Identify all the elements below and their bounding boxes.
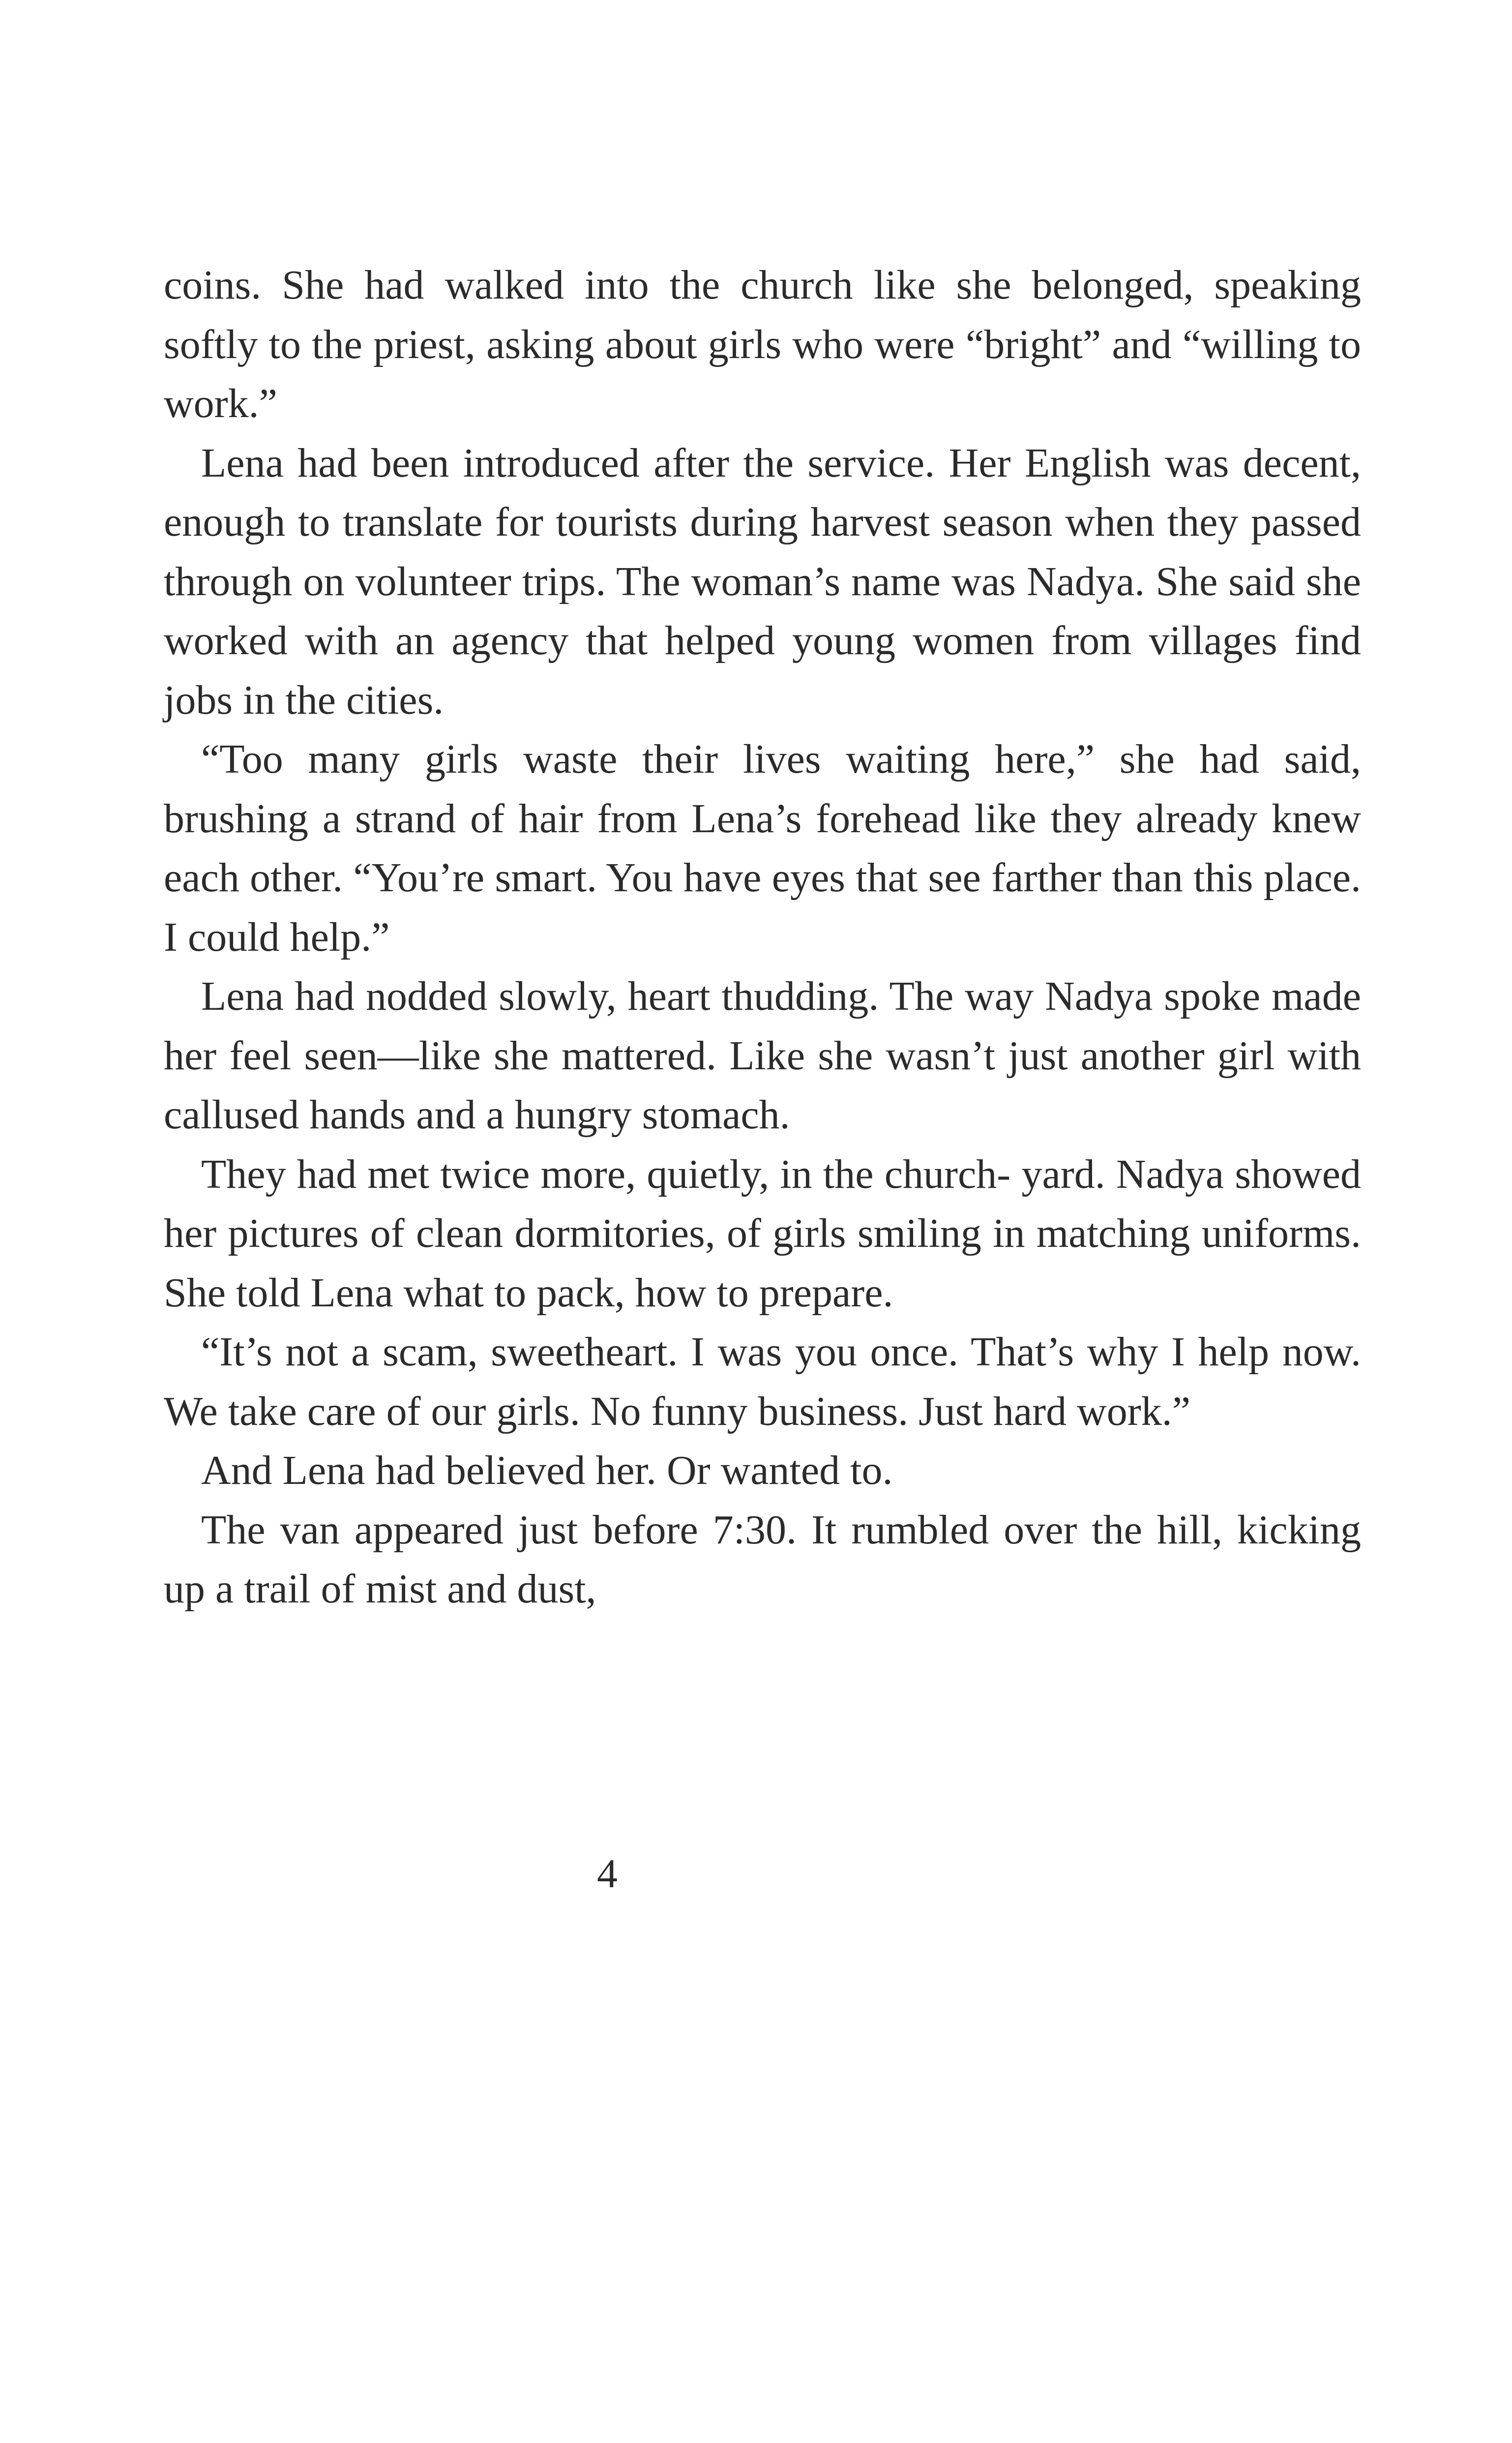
- paragraph: The van appeared just before 7:30. It rumbled over the hill, kicking up a trail of mist and dust,: [164, 1507, 1361, 1612]
- paragraph: “Too many girls waste their lives waiting here,” she had said, brushing a strand of hair from Lena’s forehead like they already knew each other. “You’re smart. You have eyes that see farther than this place. I could help.”: [164, 736, 1361, 960]
- paragraph: And Lena had believed her. Or wanted to.: [201, 1448, 893, 1493]
- page-number: 4: [597, 1851, 618, 1897]
- paragraph-continued: coins. She had walked into the church like she belonged, speaking softly to the priest, asking about girls who were “bright” and “willing to work.”: [164, 262, 1361, 426]
- paragraph: Lena had nodded slowly, heart thudding. The way Nadya spoke made her feel seen—like she mattered. Like she wasn’t just another girl with callused hands and a hungry stomach.: [164, 973, 1361, 1138]
- paragraph: “It’s not a scam, sweetheart. I was you once. That’s why I help now. We take care of our girls. No funny business. Just hard work.”: [164, 1329, 1361, 1434]
- body-text: [164, 256, 1361, 1619]
- paragraph: They had met twice more, quietly, in the church- yard. Nadya showed her pictures of clean dormitories, of girls smiling in matching uniforms. She told Lena what to pack, how to prepare.: [164, 1151, 1361, 1316]
- paragraph: Lena had been introduced after the service. Her English was decent, enough to translate for tourists during harvest season when they passed through on volunteer trips. The woman’s name was Nadya. She said she worked with an agency that helped young women from villages find jobs in the cities.: [164, 440, 1361, 723]
